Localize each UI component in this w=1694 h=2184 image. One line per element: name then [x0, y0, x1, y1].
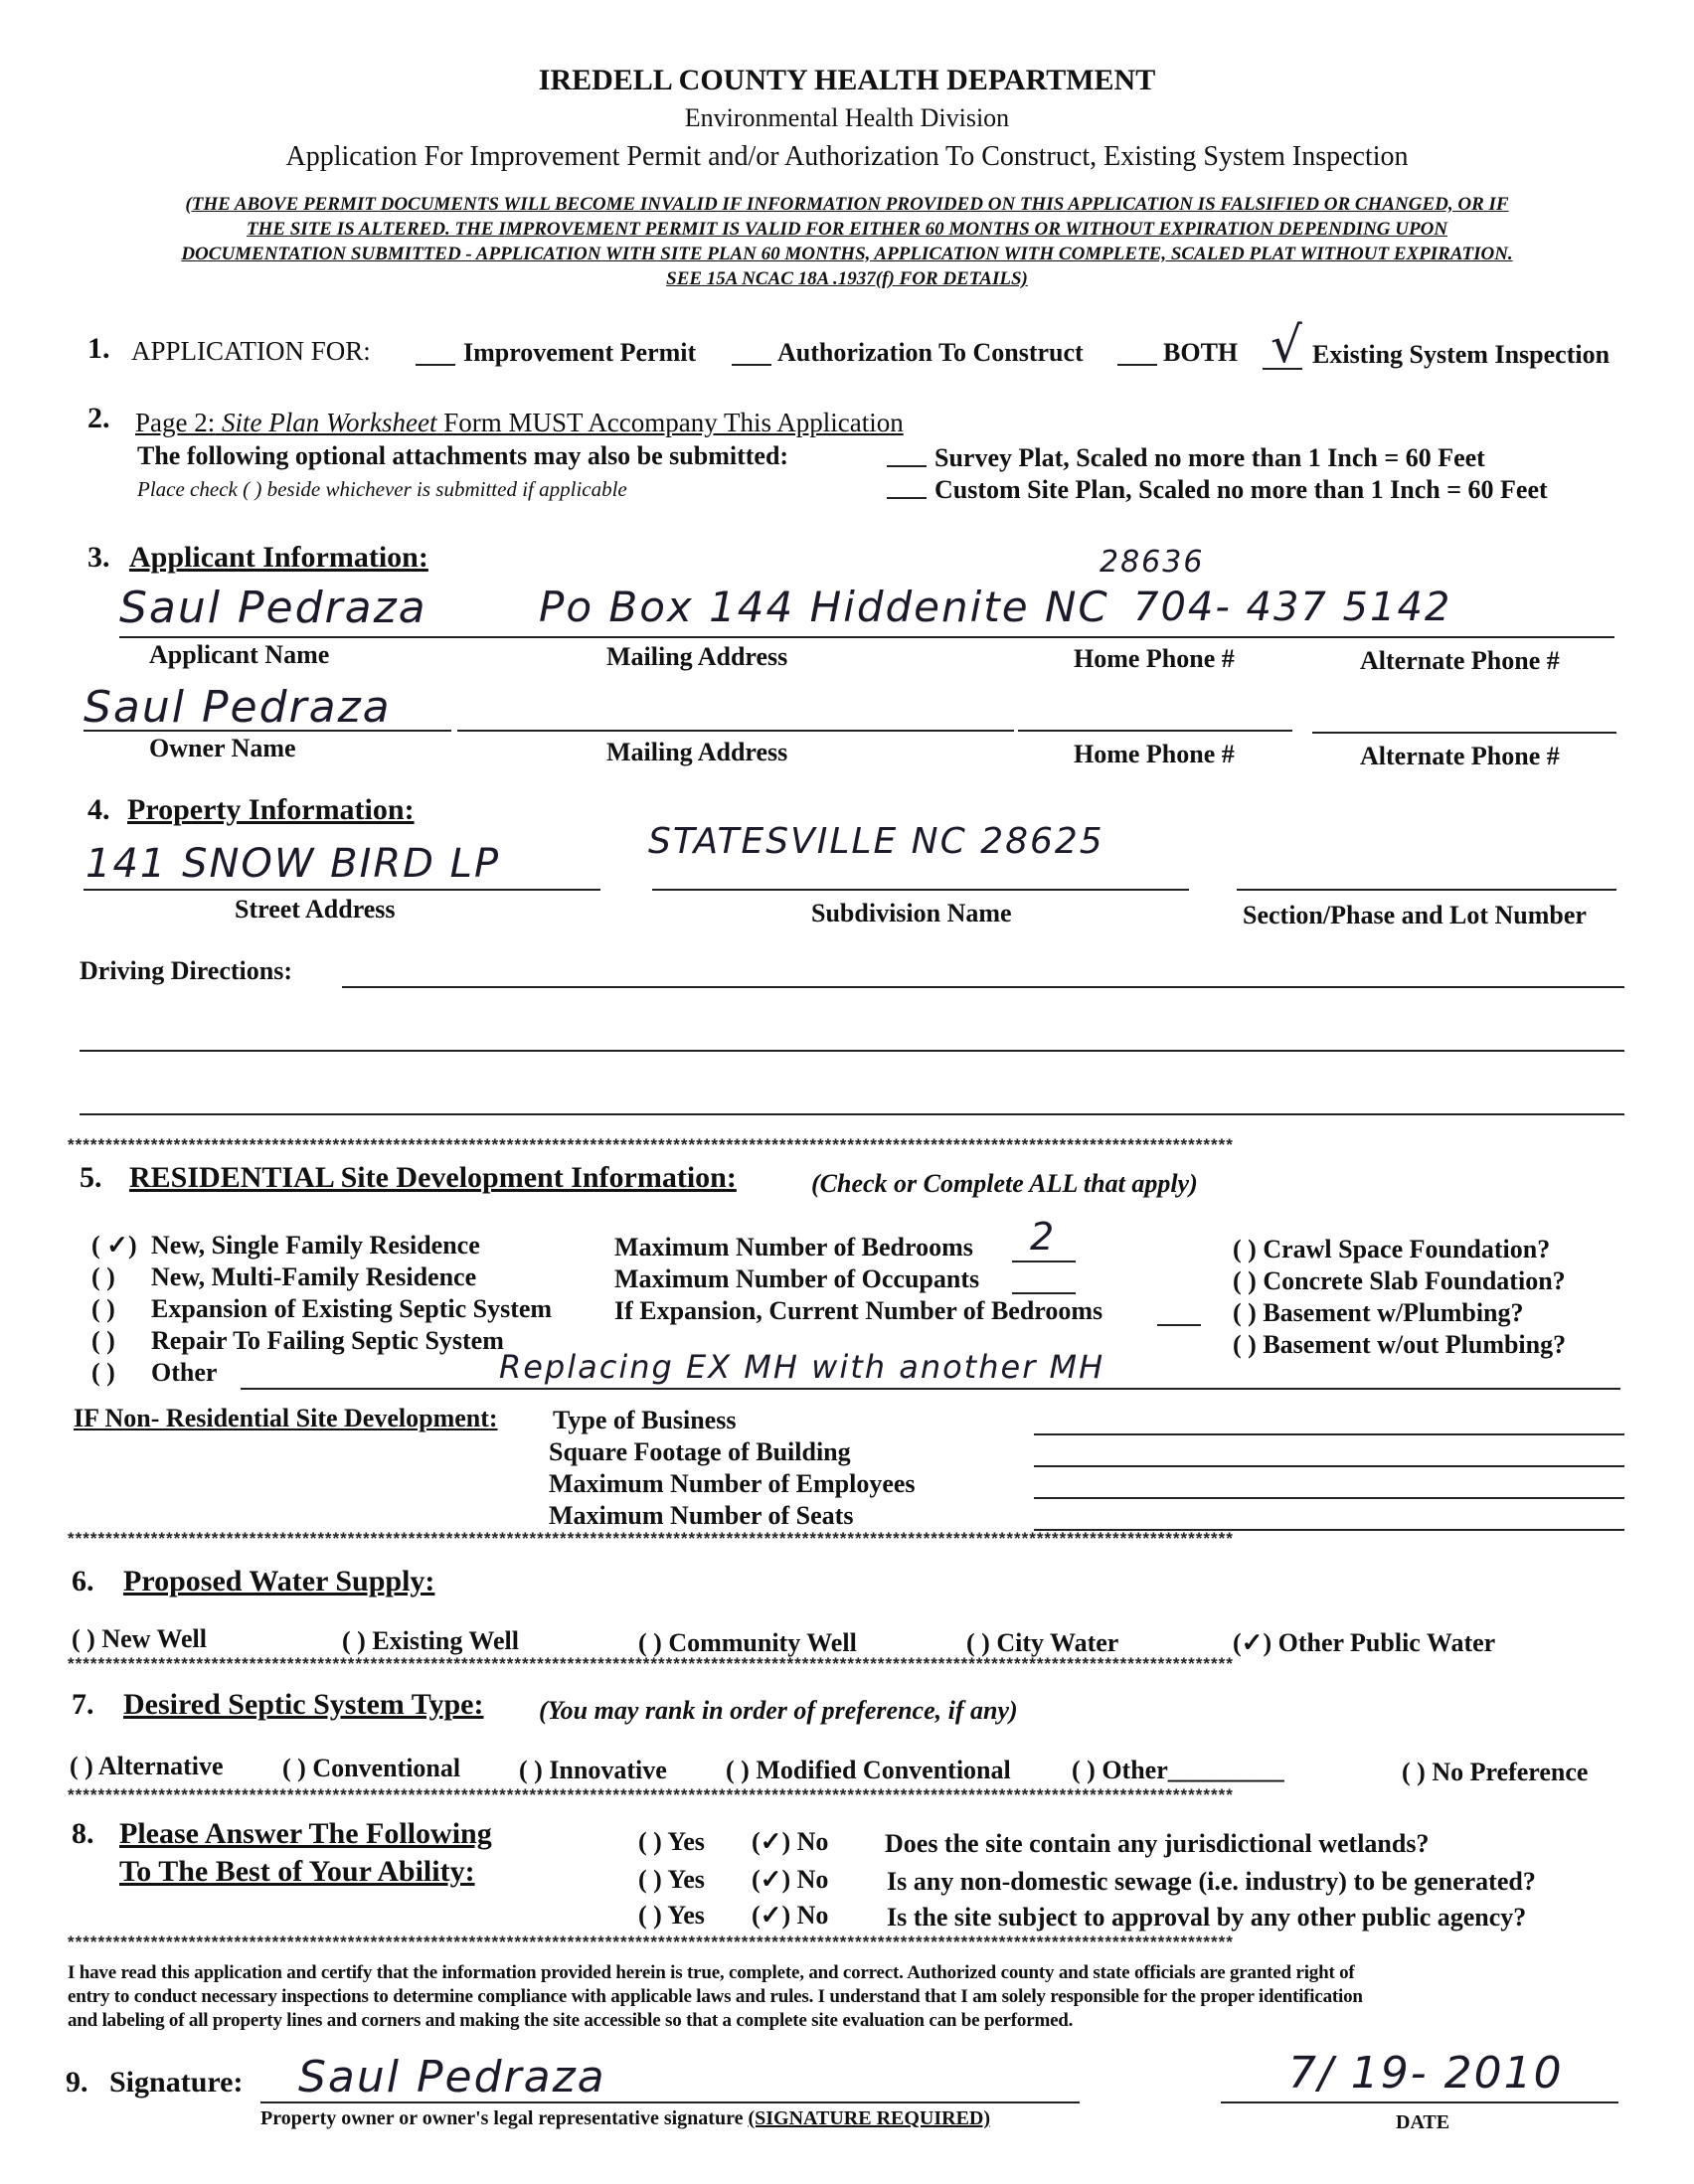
- date-label: DATE: [1396, 2111, 1450, 2133]
- checkbox-community-well[interactable]: ( ) Community Well: [638, 1628, 857, 1657]
- option-improvement-permit: Improvement Permit: [463, 338, 697, 367]
- label-owner-name: Owner Name: [149, 734, 296, 762]
- separator: **********************************************************************************************************************************************************: [68, 1137, 1234, 1153]
- owner-name-value[interactable]: Saul Pedraza: [84, 682, 392, 733]
- notice-line: (THE ABOVE PERMIT DOCUMENTS WILL BECOME INVALID IF INFORMATION PROVIDED ON THIS APPLICATION IS FALSIFIED OR CHANGED, OR IF: [185, 194, 1509, 215]
- site-plan-line: [135, 408, 904, 438]
- section-number: 3.: [87, 541, 110, 574]
- checkbox-innovative[interactable]: ( ) Innovative: [519, 1756, 667, 1784]
- applicant-line: [119, 636, 1614, 638]
- section-label: APPLICATION FOR:: [131, 336, 371, 366]
- street-line: [84, 889, 600, 891]
- label-street: Street Address: [235, 895, 396, 924]
- certify-line: I have read this application and certify that the information provided herein is true, complete, and correct. Authorized county and state officials are granted right of: [68, 1962, 1355, 1983]
- section-number: 7.: [72, 1688, 94, 1721]
- label-mailing: Mailing Address: [606, 642, 788, 671]
- checkbox-yes[interactable]: ( ) Yes: [638, 1865, 705, 1894]
- owner-alt-phone-line[interactable]: [1312, 732, 1616, 734]
- notice-line: SEE 15A NCAC 18A .1937(f) FOR DETAILS): [666, 268, 1028, 289]
- check-line[interactable]: [416, 364, 455, 366]
- label-expansion: Expansion of Existing Septic System: [151, 1294, 553, 1323]
- check-line[interactable]: [1117, 364, 1157, 366]
- occupants-line[interactable]: [1012, 1292, 1076, 1294]
- signature-required: (SIGNATURE REQUIRED): [748, 2107, 991, 2129]
- checkbox-crawl-space[interactable]: ( ) Crawl Space Foundation?: [1233, 1235, 1551, 1263]
- checkbox-alternative[interactable]: ( ) Alternative: [70, 1752, 224, 1780]
- owner-name-line: [84, 730, 451, 732]
- section-number: 5.: [80, 1161, 102, 1194]
- question-wetlands: Does the site contain any jurisdictional wetlands?: [885, 1829, 1430, 1858]
- square-footage-line[interactable]: [1034, 1465, 1624, 1467]
- checkbox-no[interactable]: (✓) No: [752, 1827, 829, 1856]
- section-title: Desired Septic System Type:: [123, 1688, 484, 1721]
- section-number: 4.: [87, 793, 110, 826]
- caption-text: Property owner or owner's legal representative signature: [260, 2107, 744, 2129]
- street-address-value[interactable]: 141 SNOW BIRD LP: [85, 841, 501, 887]
- notice-line: DOCUMENTATION SUBMITTED - APPLICATION WITH SITE PLAN 60 MONTHS, APPLICATION WITH COMPLETE, SCALED PLAT WITHOUT EXPIRATION.: [181, 244, 1513, 264]
- question-other-agency: Is the site subject to approval by any other public agency?: [887, 1903, 1527, 1932]
- directions-line[interactable]: [80, 1050, 1624, 1052]
- optional-text: The following optional attachments may also be submitted:: [137, 441, 789, 470]
- checkbox-basement-plumbing[interactable]: ( ) Basement w/Plumbing?: [1233, 1298, 1524, 1327]
- option-authorization: Authorization To Construct: [777, 338, 1084, 367]
- label-home-phone: Home Phone #: [1074, 644, 1235, 673]
- checkbox-concrete-slab[interactable]: ( ) Concrete Slab Foundation?: [1233, 1266, 1566, 1295]
- applicant-phone-value[interactable]: 704- 437 5142: [1133, 585, 1452, 630]
- must-accompany: Form MUST Accompany This Application: [443, 408, 904, 437]
- separator: **********************************************************************************************************************************************************: [68, 1531, 1234, 1547]
- check-line[interactable]: [887, 497, 927, 499]
- owner-mailing-line[interactable]: [457, 730, 1014, 732]
- checkbox-other[interactable]: ( ): [91, 1358, 115, 1387]
- label-driving-directions: Driving Directions:: [80, 956, 292, 985]
- employees-line[interactable]: [1034, 1497, 1624, 1499]
- directions-line[interactable]: [80, 1113, 1624, 1115]
- label-owner-mailing: Mailing Address: [606, 738, 788, 766]
- section-title: Property Information:: [127, 793, 415, 826]
- subdivision-value[interactable]: STATESVILLE NC 28625: [648, 821, 1104, 862]
- business-line[interactable]: [1034, 1433, 1624, 1435]
- checkbox-modified-conventional[interactable]: ( ) Modified Conventional: [726, 1756, 1011, 1784]
- checkbox-repair[interactable]: ( ): [91, 1326, 115, 1355]
- label-max-seats: Maximum Number of Seats: [549, 1501, 854, 1530]
- checkbox-new-multi-family[interactable]: ( ): [91, 1262, 115, 1291]
- signature-caption: [260, 2107, 990, 2130]
- check-mark: √: [1270, 316, 1304, 374]
- section-title: RESIDENTIAL Site Development Information:: [129, 1161, 737, 1194]
- option-custom-site-plan: Custom Site Plan, Scaled no more than 1 Inch = 60 Feet: [934, 475, 1548, 504]
- label-applicant-name: Applicant Name: [149, 640, 330, 669]
- division-title: Environmental Health Division: [684, 103, 1010, 132]
- section-title: Please Answer The Following: [119, 1817, 492, 1850]
- label-owner-alt-phone: Alternate Phone #: [1360, 742, 1560, 770]
- checkbox-basement-no-plumbing[interactable]: ( ) Basement w/out Plumbing?: [1233, 1330, 1567, 1359]
- place-check-text: Place check ( ) beside whichever is submitted if applicable: [137, 477, 627, 501]
- label-max-occupants: Maximum Number of Occupants: [614, 1264, 980, 1293]
- check-line[interactable]: [887, 465, 927, 467]
- section-lot-line[interactable]: [1237, 889, 1616, 891]
- label-non-residential: IF Non- Residential Site Development:: [74, 1404, 498, 1432]
- checkbox-no[interactable]: (✓) No: [752, 1865, 829, 1894]
- applicant-name-value[interactable]: Saul Pedraza: [119, 583, 427, 633]
- section-title: Proposed Water Supply:: [123, 1565, 435, 1597]
- checkbox-no[interactable]: (✓) No: [752, 1901, 829, 1930]
- separator: **********************************************************************************************************************************************************: [68, 1656, 1234, 1672]
- label-square-footage: Square Footage of Building: [549, 1437, 851, 1466]
- date-value[interactable]: 7/ 19- 2010: [1288, 2048, 1564, 2099]
- option-survey-plat: Survey Plat, Scaled no more than 1 Inch = 60 Feet: [934, 443, 1485, 472]
- signature-label: Signature:: [109, 2066, 244, 2099]
- checkbox-yes[interactable]: ( ) Yes: [638, 1827, 705, 1856]
- label-max-bedrooms: Maximum Number of Bedrooms: [614, 1233, 973, 1261]
- applicant-mailing-value[interactable]: Po Box 144 Hiddenite NC: [539, 583, 1109, 631]
- label-owner-home-phone: Home Phone #: [1074, 740, 1235, 768]
- label-section-lot: Section/Phase and Lot Number: [1243, 901, 1587, 929]
- section-number: 9.: [66, 2066, 88, 2099]
- checkbox-no-preference[interactable]: ( ) No Preference: [1402, 1758, 1589, 1786]
- bedrooms-value[interactable]: 2: [1030, 1215, 1057, 1259]
- section-title: Applicant Information:: [129, 541, 428, 574]
- label-type-of-business: Type of Business: [553, 1406, 737, 1434]
- section-number: 8.: [72, 1817, 94, 1850]
- directions-line[interactable]: [342, 986, 1624, 988]
- other-line: [241, 1388, 1620, 1390]
- label-alt-phone: Alternate Phone #: [1360, 646, 1560, 675]
- certify-line: and labeling of all property lines and corners and making the site accessible so that a complete site evaluation can be performed.: [68, 2010, 1074, 2031]
- checkbox-other-public-water[interactable]: (✓) Other Public Water: [1233, 1628, 1496, 1657]
- separator: **********************************************************************************************************************************************************: [68, 1787, 1234, 1803]
- current-bedrooms-line[interactable]: [1157, 1324, 1201, 1326]
- handwritten-zip: 28636: [1100, 545, 1205, 580]
- checkbox-new-well[interactable]: ( ) New Well: [72, 1624, 207, 1653]
- signature-value[interactable]: Saul Pedraza: [298, 2052, 606, 2102]
- section-subtitle: (Check or Complete ALL that apply): [811, 1169, 1198, 1198]
- page2-label: Page 2:: [135, 408, 216, 437]
- section-title: To The Best of Your Ability:: [119, 1855, 475, 1888]
- label-subdivision: Subdivision Name: [811, 899, 1012, 927]
- check-line[interactable]: [732, 364, 771, 366]
- checkbox-yes[interactable]: ( ) Yes: [638, 1901, 705, 1930]
- checkbox-conventional[interactable]: ( ) Conventional: [282, 1754, 461, 1782]
- agency-title: IREDELL COUNTY HEALTH DEPARTMENT: [538, 64, 1156, 96]
- owner-phone-line[interactable]: [1018, 730, 1292, 732]
- certify-line: entry to conduct necessary inspections to determine compliance with applicable laws and rules. I understand that I am solely responsible for the proper identification: [68, 1986, 1363, 2007]
- option-existing-system: Existing System Inspection: [1312, 340, 1610, 369]
- section-number: 2.: [87, 402, 110, 434]
- bedrooms-line: [1012, 1260, 1076, 1262]
- checkbox-existing-well[interactable]: ( ) Existing Well: [342, 1626, 519, 1655]
- checkbox-expansion[interactable]: ( ): [91, 1294, 115, 1323]
- checkbox-other-septic[interactable]: ( ) Other_________: [1072, 1756, 1284, 1784]
- worksheet-label: Site Plan Worksheet: [222, 408, 437, 437]
- option-both: BOTH: [1163, 338, 1239, 367]
- checkbox-new-single-family[interactable]: ( ✓): [91, 1231, 137, 1260]
- label-new-single-family: New, Single Family Residence: [151, 1231, 480, 1260]
- other-value[interactable]: Replacing EX MH with another MH: [499, 1348, 1105, 1386]
- label-repair: Repair To Failing Septic System: [151, 1326, 504, 1355]
- section-number: 6.: [72, 1565, 94, 1597]
- date-line: [1221, 2101, 1618, 2103]
- separator: **********************************************************************************************************************************************************: [68, 1934, 1234, 1950]
- label-other: Other: [151, 1358, 218, 1387]
- subdivision-line: [652, 889, 1189, 891]
- checkbox-city-water[interactable]: ( ) City Water: [966, 1628, 1119, 1657]
- form-title: Application For Improvement Permit and/or Authorization To Construct, Existing System Inspection: [285, 141, 1409, 172]
- label-current-bedrooms: If Expansion, Current Number of Bedrooms: [614, 1296, 1103, 1325]
- signature-line: [260, 2101, 1080, 2103]
- question-non-domestic-sewage: Is any non-domestic sewage (i.e. industry) to be generated?: [887, 1867, 1536, 1896]
- section-subtitle: (You may rank in order of preference, if any): [539, 1696, 1018, 1725]
- notice-line: THE SITE IS ALTERED. THE IMPROVEMENT PERMIT IS VALID FOR EITHER 60 MONTHS OR WITHOUT EXPIRATION DEPENDING UPON: [246, 219, 1448, 240]
- section-number: 1.: [87, 332, 110, 365]
- label-new-multi-family: New, Multi-Family Residence: [151, 1262, 477, 1291]
- label-max-employees: Maximum Number of Employees: [549, 1469, 916, 1498]
